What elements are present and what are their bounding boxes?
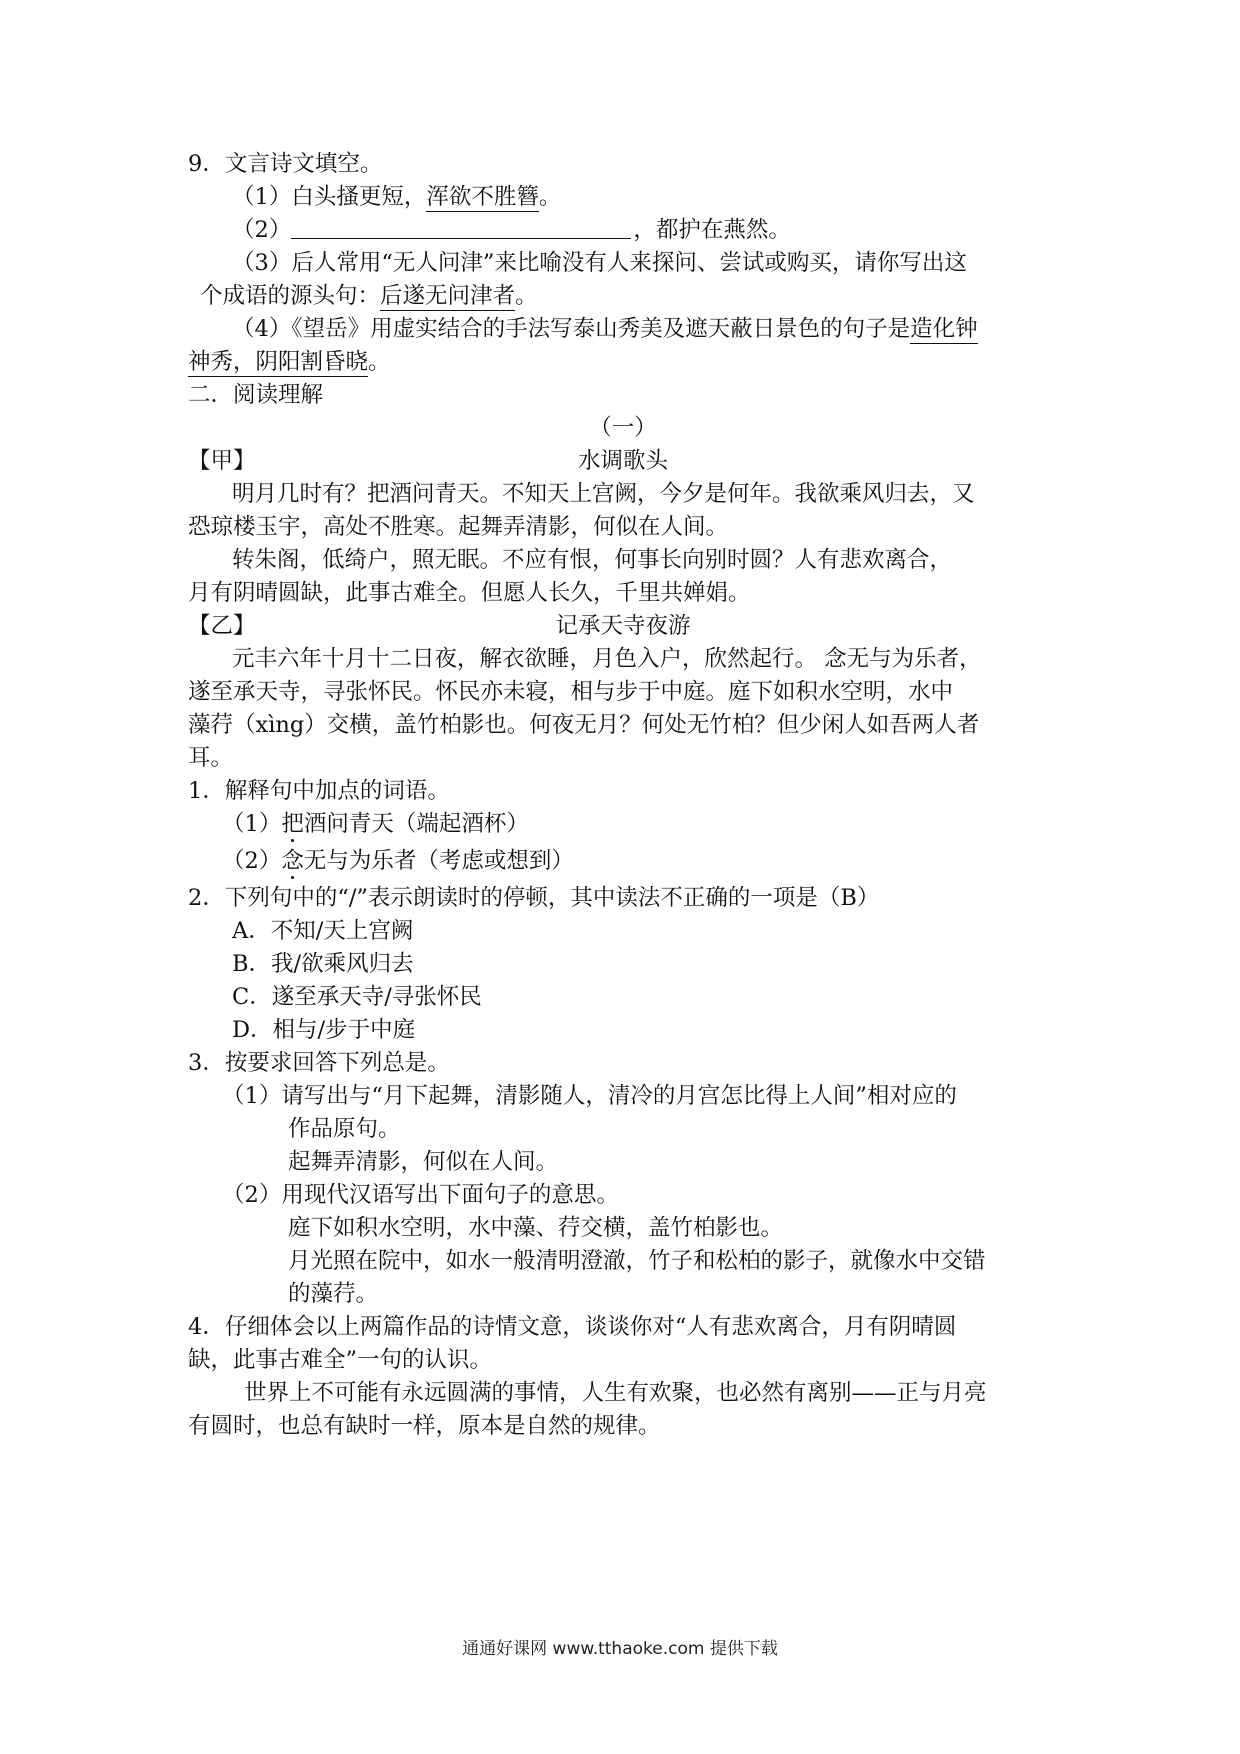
q1-answer-1	[188, 808, 1058, 841]
q9-item-2-blank[interactable]	[291, 216, 631, 239]
q3-sub-1-answer: 起舞弄清影，何似在人间。	[288, 1149, 559, 1175]
passage-jia-tag: 【甲】	[188, 448, 256, 474]
q9-item-3-answer: 后遂无问津者	[380, 283, 516, 309]
q4-answer-line: 世界上不可能有永远圆满的事情，人生有欢聚，也必然有离别——正与月亮	[244, 1380, 987, 1406]
q1-answer-2-text: 无与为乐者（考虑或想到）	[303, 848, 574, 874]
q9-item-4-line-2	[188, 346, 1058, 379]
q9-item-4-answer-part-1: 造化钟	[910, 316, 978, 342]
passage-jia-line: 转朱阁，低绮户，照无眠。不应有恨，何事长向别时圆？人有悲欢离合，	[232, 547, 953, 573]
passage-yi-line: 元丰六年十月十二日夜，解衣欲睡，月色入户，欣然起行。 念无与为乐者，	[232, 646, 982, 672]
q2-option-a: A．不知/天上宫阙	[232, 918, 414, 944]
q4-title-line-2: 缺，此事古难全”一句的认识。	[188, 1347, 493, 1373]
q9-item-3-line-2	[188, 280, 1058, 313]
q2-option-c: C．遂至承天寺/寻张怀民	[232, 984, 482, 1010]
q9-item-3-line-1: （3）后人常用“无人问津”来比喻没有人来探问、尝试或购买，请你写出这	[232, 250, 967, 276]
q2-option-b: B．我/欲乘风归去	[232, 951, 414, 977]
q2-title: 2．下列句中的“/”表示朗读时的停顿，其中读法不正确的一项是（B）	[188, 885, 880, 911]
q3-sub-1-line-2: 作品原句。	[288, 1116, 401, 1142]
q3-title: 3．按要求回答下列总是。	[188, 1050, 450, 1076]
q9-item-4-line-1	[188, 313, 1058, 346]
q9-item-4-end: 。	[368, 349, 391, 375]
q2-option-d: D．相与/步于中庭	[232, 1017, 416, 1043]
q1-answer-1-number: （1）	[222, 811, 282, 837]
q4-title-line-1: 4．仔细体会以上两篇作品的诗情文意，谈谈你对“人有悲欢离合，月有阴晴圆	[188, 1314, 957, 1340]
q9-item-1	[188, 181, 1058, 214]
q9-title: 9．文言诗文填空。	[188, 151, 383, 177]
passage-yi-line: 藻荇（xìng）交横，盖竹柏影也。何夜无月？何处无竹柏？但少闲人如吾两人者	[188, 712, 980, 738]
q3-sub-2-prompt: （2）用现代汉语写出下面句子的意思。	[222, 1182, 619, 1208]
q9-item-1-answer: 浑欲不胜簪	[426, 184, 539, 210]
q9-item-2-end: ，都护在燕然。	[633, 217, 791, 243]
passage-yi-tag: 【乙】	[188, 613, 256, 639]
q9-item-3-end: 。	[515, 283, 538, 309]
passage-yi-line: 耳。	[188, 745, 234, 771]
passage-jia-line: 明月几时有？把酒问青天。不知天上宫阙，今夕是何年。我欲乘风归去，又	[232, 481, 975, 507]
q1-answer-2	[188, 845, 1058, 878]
passage-jia-title: 水调歌头	[577, 448, 668, 474]
q1-dotted-word-1: 把	[281, 811, 304, 837]
q9-item-3-prompt: 个成语的源头句：	[200, 283, 381, 309]
passage-yi-title: 记承天寺夜游	[555, 613, 691, 639]
passage-jia-line: 恐琼楼玉宇，高处不胜寒。起舞弄清影，何似在人间。	[188, 514, 729, 540]
q4-answer-line: 有圆时，也总有缺时一样，原本是自然的规律。	[188, 1413, 661, 1439]
page-footer: 通通好课网 www.tthaoke.com 提供下载	[462, 1639, 778, 1659]
document-body	[188, 148, 1058, 1443]
q9-item-1-prompt: （1）白头搔更短，	[232, 184, 427, 210]
q3-sub-2-sentence: 庭下如积水空明，水中藻、荇交横，盖竹柏影也。	[288, 1215, 784, 1241]
section-2-subtitle: （一）	[589, 415, 657, 441]
passage-jia-line: 月有阴晴圆缺，此事古难全。但愿人长久，千里共婵娟。	[188, 580, 751, 606]
q1-title: 1．解释句中加点的词语。	[188, 778, 450, 804]
q9-item-4-answer-part-2: 神秀，阴阳割昏晓	[188, 349, 369, 375]
passage-yi-line: 遂至承天寺，寻张怀民。怀民亦未寝，相与步于中庭。庭下如积水空明，水中	[188, 679, 954, 705]
q1-answer-1-text: 酒问青天（端起酒杯）	[303, 811, 529, 837]
q3-sub-1-line-1: （1）请写出与“月下起舞，清影随人，清冷的月宫怎比得上人间”相对应的	[222, 1083, 957, 1109]
passage-jia-header	[188, 445, 1058, 478]
q9-item-1-end: 。	[538, 184, 562, 210]
section-2-title: 二．阅读理解	[188, 382, 324, 408]
q1-dotted-word-2: 念	[281, 848, 304, 874]
passage-yi-header	[188, 610, 1058, 643]
q3-sub-2-answer-line: 的藻荇。	[288, 1281, 379, 1307]
q1-answer-2-number: （2）	[222, 848, 282, 874]
q9-item-4-prompt: （4）《望岳》用虚实结合的手法写泰山秀美及遮天蔽日景色的句子是	[232, 316, 911, 342]
q9-item-2	[188, 214, 1058, 247]
q9-item-2-prompt: （2）	[232, 217, 292, 243]
q3-sub-2-answer-line: 月光照在院中，如水一般清明澄澈，竹子和松柏的影子，就像水中交错	[288, 1248, 986, 1274]
